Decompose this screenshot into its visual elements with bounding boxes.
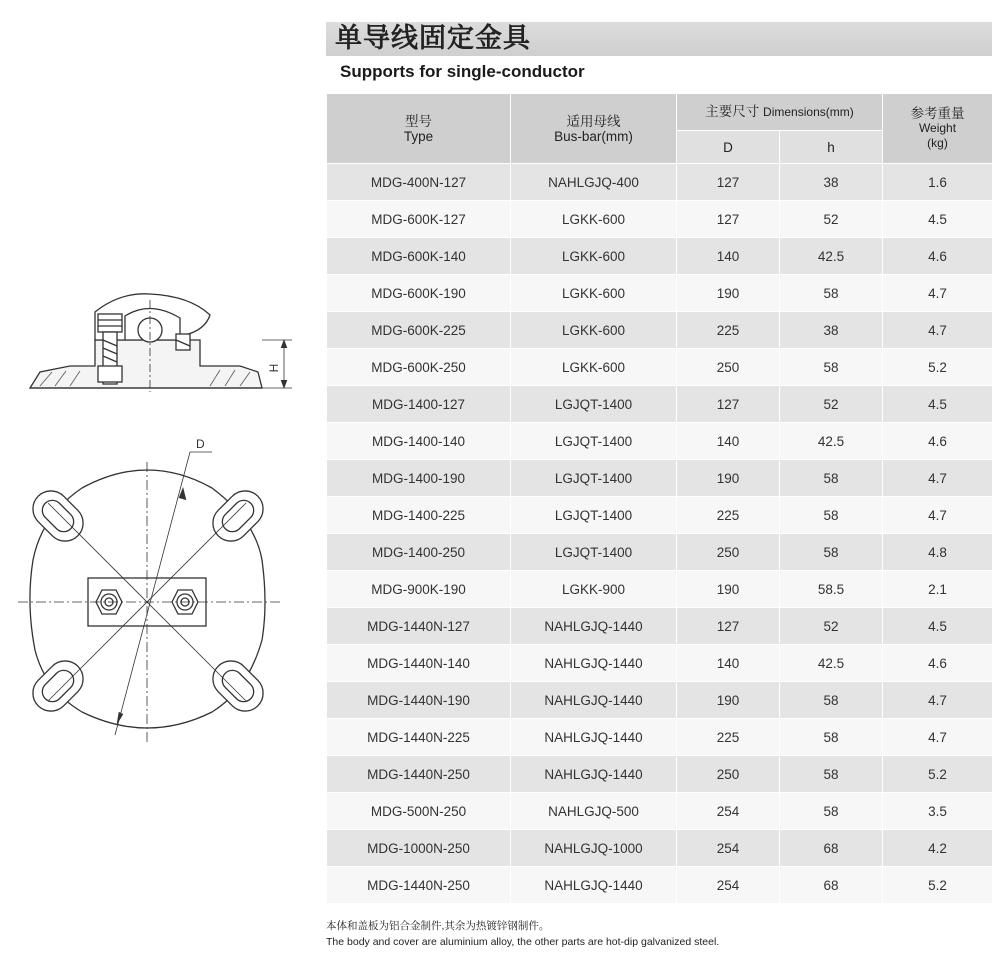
header-dimensions [677,94,883,131]
header-bus-en: Bus-bar(mm) [554,128,633,144]
cell-bus: LGKK-600 [511,201,677,238]
cell-type: MDG-400N-127 [327,164,511,201]
cell-h: 38 [780,164,883,201]
cell-h: 58 [780,756,883,793]
dimension-h-label: H [267,363,281,373]
table-row [327,275,993,312]
header-bus [511,94,677,164]
cell-bus: NAHLGJQ-1440 [511,867,677,904]
cell-h: 58 [780,460,883,497]
cell-weight: 2.1 [883,571,993,608]
table-row [327,386,993,423]
cell-type: MDG-1400-225 [327,497,511,534]
cell-d: 140 [677,238,780,275]
cell-bus: LGJQT-1400 [511,497,677,534]
cell-type: MDG-600K-140 [327,238,511,275]
cell-weight: 4.7 [883,497,993,534]
header-weight-unit: (kg) [927,136,948,150]
table-row [327,719,993,756]
cell-bus: NAHLGJQ-1440 [511,682,677,719]
technical-drawing [0,0,320,760]
cell-weight: 4.7 [883,460,993,497]
cell-weight: 4.7 [883,312,993,349]
cell-bus: LGKK-900 [511,571,677,608]
table-row [327,423,993,460]
cell-type: MDG-1400-140 [327,423,511,460]
cell-type: MDG-1000N-250 [327,830,511,867]
cell-type: MDG-1400-127 [327,386,511,423]
cell-bus: LGKK-600 [511,238,677,275]
cell-d: 140 [677,645,780,682]
cell-weight: 4.2 [883,830,993,867]
table-row [327,608,993,645]
cell-h: 42.5 [780,645,883,682]
cell-bus: NAHLGJQ-1440 [511,645,677,682]
cell-weight: 4.5 [883,386,993,423]
table-row [327,312,993,349]
cell-weight: 4.7 [883,719,993,756]
cell-type: MDG-1440N-127 [327,608,511,645]
cell-d: 190 [677,460,780,497]
cell-bus: LGKK-600 [511,349,677,386]
cell-type: MDG-900K-190 [327,571,511,608]
page-title: 单导线固定金具 [335,23,531,54]
footnote-cn: 本体和盖板为铝合金制件,其余为热镀锌钢制件。 [326,920,550,932]
cell-h: 58 [780,682,883,719]
table-row [327,682,993,719]
header-type-en: Type [403,128,434,144]
cell-type: MDG-1440N-250 [327,867,511,904]
table-row [327,645,993,682]
cell-weight: 4.7 [883,682,993,719]
cell-weight: 4.5 [883,201,993,238]
header-dim-en: Dimensions(mm) [763,105,854,119]
cell-h: 52 [780,201,883,238]
cell-bus: NAHLGJQ-1440 [511,719,677,756]
cell-h: 52 [780,608,883,645]
cell-type: MDG-1440N-250 [327,756,511,793]
cell-type: MDG-600K-127 [327,201,511,238]
table-row [327,571,993,608]
page-subtitle: Supports for single-conductor [340,62,585,81]
cell-weight: 4.8 [883,534,993,571]
dimension-d-label: D [196,437,205,451]
spec-table [326,93,993,904]
cell-bus: LGKK-600 [511,312,677,349]
spec-table-body [327,164,993,904]
table-row [327,830,993,867]
cell-bus: LGKK-600 [511,275,677,312]
header-weight-cn: 参考重量 [910,106,965,121]
cell-h: 38 [780,312,883,349]
header-weight-en: Weight [918,121,957,135]
cell-weight: 5.2 [883,867,993,904]
cell-type: MDG-500N-250 [327,793,511,830]
cell-type: MDG-1400-190 [327,460,511,497]
cell-h: 58 [780,793,883,830]
cell-d: 225 [677,497,780,534]
cell-type: MDG-1440N-190 [327,682,511,719]
cell-d: 254 [677,867,780,904]
cell-d: 225 [677,312,780,349]
header-dim-cn: 主要尺寸 [705,104,760,119]
cell-d: 190 [677,275,780,312]
table-row [327,867,993,904]
cell-h: 58 [780,719,883,756]
cell-type: MDG-600K-190 [327,275,511,312]
table-row [327,497,993,534]
cell-weight: 4.6 [883,238,993,275]
top-view-drawing [18,452,280,742]
header-h: h [780,131,883,164]
cell-bus: LGJQT-1400 [511,386,677,423]
cell-h: 58.5 [780,571,883,608]
table-row [327,238,993,275]
cell-bus: LGJQT-1400 [511,460,677,497]
footnote [326,918,719,950]
cell-h: 68 [780,867,883,904]
cell-weight: 4.6 [883,645,993,682]
cell-bus: NAHLGJQ-1000 [511,830,677,867]
cell-d: 190 [677,571,780,608]
footnote-en: The body and cover are aluminium alloy, the other parts are hot-dip galvanized steel. [326,936,720,948]
cell-bus: NAHLGJQ-1440 [511,608,677,645]
cell-bus: LGJQT-1400 [511,423,677,460]
cell-weight: 4.7 [883,275,993,312]
cell-d: 254 [677,793,780,830]
cell-weight: 4.5 [883,608,993,645]
cell-d: 250 [677,349,780,386]
cell-h: 58 [780,275,883,312]
cell-type: MDG-1440N-140 [327,645,511,682]
cell-type: MDG-600K-225 [327,312,511,349]
cell-weight: 5.2 [883,756,993,793]
header-bus-cn: 适用母线 [566,113,621,129]
cell-d: 225 [677,719,780,756]
cell-weight: 5.2 [883,349,993,386]
cell-h: 52 [780,386,883,423]
cell-d: 127 [677,164,780,201]
cell-type: MDG-1400-250 [327,534,511,571]
cell-type: MDG-600K-250 [327,349,511,386]
cell-weight: 1.6 [883,164,993,201]
table-row [327,164,993,201]
table-row [327,460,993,497]
header-type-cn: 型号 [405,113,432,129]
cell-h: 58 [780,497,883,534]
header-type [327,94,511,164]
cell-h: 68 [780,830,883,867]
cell-d: 190 [677,682,780,719]
cell-type: MDG-1440N-225 [327,719,511,756]
cell-bus: NAHLGJQ-500 [511,793,677,830]
cell-d: 254 [677,830,780,867]
header-d: D [677,131,780,164]
cell-weight: 3.5 [883,793,993,830]
cell-d: 127 [677,201,780,238]
cell-bus: NAHLGJQ-1440 [511,756,677,793]
cell-bus: LGJQT-1400 [511,534,677,571]
cell-h: 42.5 [780,423,883,460]
header-weight [883,94,993,164]
side-view-drawing [30,294,292,392]
cell-d: 250 [677,534,780,571]
table-row [327,756,993,793]
table-row [327,793,993,830]
cell-h: 58 [780,349,883,386]
cell-d: 140 [677,423,780,460]
table-row [327,349,993,386]
table-row [327,201,993,238]
table-row [327,534,993,571]
cell-d: 127 [677,608,780,645]
cell-bus: NAHLGJQ-400 [511,164,677,201]
cell-weight: 4.6 [883,423,993,460]
cell-h: 58 [780,534,883,571]
cell-d: 250 [677,756,780,793]
cell-d: 127 [677,386,780,423]
cell-h: 42.5 [780,238,883,275]
